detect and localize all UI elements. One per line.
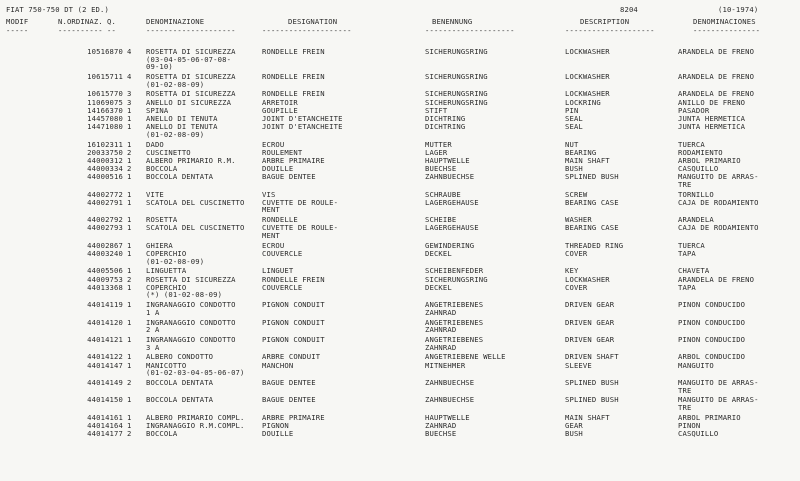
quantity: 4 <box>127 72 132 81</box>
part-number: 44002791 <box>87 197 123 207</box>
quantity: 3 <box>127 97 132 107</box>
quantity: 1 <box>127 139 132 149</box>
denominacion-es: TUERCA <box>678 139 705 149</box>
description-en: DRIVEN GEAR <box>565 317 615 327</box>
quantity: 1 <box>127 249 132 259</box>
denominacion-es: PINON <box>678 420 701 430</box>
denominacion-es: CASQUILLO <box>678 164 719 174</box>
designation-fr: GOUPILLE <box>262 105 298 115</box>
denominazione-it: COPERCHIO (*) (01-02-08-09) <box>146 282 223 300</box>
denominacion-es: JUNTA HERMETICA <box>678 113 746 123</box>
benennung-de: HAUPTWELLE <box>425 412 470 422</box>
col-nordinaz: N.ORDINAZ. <box>58 17 103 26</box>
underline-designation: -------------------- <box>262 26 352 35</box>
description-en: WASHER <box>565 215 592 225</box>
description-en: BUSH <box>565 429 583 439</box>
description-en: COVER <box>565 282 588 292</box>
description-en: KEY <box>565 266 579 276</box>
table-row <box>0 73 800 90</box>
col-denominazione: DENOMINAZIONE <box>146 17 205 26</box>
part-number: 16102311 <box>87 139 123 149</box>
benennung-de: SCHEIBE <box>425 215 457 225</box>
part-number: 44014150 <box>87 395 123 405</box>
table-row <box>0 199 800 216</box>
description-en: SPLINED BUSH <box>565 377 619 387</box>
part-number: 44014120 <box>87 317 123 327</box>
part-number: 44014177 <box>87 429 123 439</box>
denominazione-it: GHIERA <box>146 240 173 250</box>
designation-fr: BAGUE DENTEE <box>262 172 316 182</box>
denominacion-es: ARBOL PRIMARIO <box>678 412 741 422</box>
benennung-de: SICHERUNGSRING <box>425 274 488 284</box>
denominazione-it: INGRANAGGIO R.M.COMPL. <box>146 420 245 430</box>
part-number: 14166370 <box>87 105 123 115</box>
denominazione-it: BOCCOLA DENTATA <box>146 377 214 387</box>
denominacion-es: TUERCA <box>678 240 705 250</box>
benennung-de: SICHERUNGSRING <box>425 72 488 81</box>
designation-fr: BAGUE DENTEE <box>262 377 316 387</box>
table-row <box>0 430 800 438</box>
description-en: DRIVEN SHAFT <box>565 352 619 362</box>
denominacion-es: RODAMIENTO <box>678 147 723 157</box>
denominazione-it: BOCCOLA <box>146 164 178 174</box>
quantity: 1 <box>127 300 132 310</box>
denominazione-it: ALBERO PRIMARIO COMPL. <box>146 412 245 422</box>
denominacion-es: MANGUITO DE ARRAS- TRE <box>678 395 759 412</box>
part-number: 44002867 <box>87 240 123 250</box>
part-number: 14471080 <box>87 122 123 132</box>
table-row <box>0 396 800 413</box>
denominacion-es: ARBOL CONDUCIDO <box>678 352 746 362</box>
col-denominaciones: DENOMINACIONES <box>693 17 756 26</box>
benennung-de: LAGERGEHAUSE <box>425 223 479 233</box>
part-number: 44005506 <box>87 266 123 276</box>
description-en: SPLINED BUSH <box>565 395 619 405</box>
designation-fr: RONDELLE FREIN <box>262 89 325 99</box>
table-row <box>0 173 800 190</box>
quantity: 1 <box>127 223 132 233</box>
denominazione-it: INGRANAGGIO CONDOTTO 2 A <box>146 317 236 335</box>
benennung-de: STIFT <box>425 105 448 115</box>
part-number: 10516870 <box>87 47 123 56</box>
underline-description: -------------------- <box>565 26 655 35</box>
quantity: 1 <box>127 155 132 165</box>
underline-denominazione: -------------------- <box>146 26 236 35</box>
part-number: 10615711 <box>87 72 123 81</box>
quantity: 2 <box>127 274 132 284</box>
designation-fr: RONDELLE <box>262 215 298 225</box>
denominazione-it: INGRANAGGIO CONDOTTO 1 A <box>146 300 236 317</box>
edition-date: (10-1974) <box>718 5 759 14</box>
designation-fr: PIGNON CONDUIT <box>262 317 325 327</box>
parts-table <box>0 48 800 438</box>
underline-benennung: -------------------- <box>425 26 515 35</box>
benennung-de: DICHTRING <box>425 122 466 132</box>
designation-fr: BAGUE DENTEE <box>262 395 316 405</box>
quantity: 1 <box>127 105 132 115</box>
designation-fr: ROULEMENT <box>262 147 303 157</box>
description-en: LOCKWASHER <box>565 72 610 81</box>
description-en: MAIN SHAFT <box>565 412 610 422</box>
designation-fr: PIGNON <box>262 420 289 430</box>
denominazione-it: ROSETTA DI SICUREZZA (03-04-05-06-07-08- 09-10) <box>146 47 236 72</box>
denominacion-es: MANGUITO DE ARRAS- TRE <box>678 377 759 395</box>
denominazione-it: CUSCINETTO <box>146 147 191 157</box>
description-en: BEARING <box>565 147 597 157</box>
benennung-de: BUECHSE <box>425 429 457 439</box>
column-headers <box>0 18 800 27</box>
description-en: BEARING CASE <box>565 223 619 233</box>
quantity: 1 <box>127 412 132 422</box>
page-header <box>6 6 794 15</box>
description-en: DRIVEN GEAR <box>565 300 615 310</box>
part-number: 20033750 <box>87 147 123 157</box>
denominazione-it: ROSETTA DI SICUREZZA (01-02-08-09) <box>146 72 236 89</box>
benennung-de: ZAHNBUECHSE <box>425 377 475 387</box>
denominazione-it: ROSETTA <box>146 215 178 225</box>
benennung-de: ANGETRIEBENES ZAHNRAD <box>425 334 484 352</box>
col-description: DESCRIPTION <box>580 17 630 26</box>
part-number: 44000312 <box>87 155 123 165</box>
quantity: 1 <box>127 282 132 292</box>
denominacion-es: MANGUITO <box>678 360 714 370</box>
benennung-de: ANGETRIEBENES ZAHNRAD <box>425 317 484 335</box>
denominazione-it: COPERCHIO (01-02-08-09) <box>146 249 205 266</box>
denominacion-es: ARANDELA DE FRENO <box>678 47 755 56</box>
denominazione-it: MANICOTTO (01-02-03-04-05-06-07) <box>146 360 245 378</box>
denominacion-es: MANGUITO DE ARRAS- TRE <box>678 172 759 189</box>
denominazione-it: ROSETTA DI SICUREZZA <box>146 89 236 99</box>
benennung-de: MITNEHMER <box>425 360 466 370</box>
denominacion-es: JUNTA HERMETICA <box>678 122 746 132</box>
denominazione-it: ANELLO DI TENUTA <box>146 113 218 123</box>
description-en: BUSH <box>565 164 583 174</box>
quantity: 1 <box>127 420 132 430</box>
table-row <box>0 123 800 140</box>
part-number: 44002792 <box>87 215 123 225</box>
quantity: 1 <box>127 113 132 123</box>
description-en: THREADED RING <box>565 240 624 250</box>
benennung-de: BUECHSE <box>425 164 457 174</box>
benennung-de: ZAHNBUECHSE <box>425 395 475 405</box>
quantity: 3 <box>127 89 132 99</box>
table-row <box>0 250 800 267</box>
benennung-de: SICHERUNGSRING <box>425 89 488 99</box>
benennung-de: MUTTER <box>425 139 452 149</box>
part-number: 44013368 <box>87 282 123 292</box>
denominacion-es: TORNILLO <box>678 189 714 199</box>
designation-fr: MANCHON <box>262 360 294 370</box>
description-en: LOCKWASHER <box>565 89 610 99</box>
denominacion-es: PINON CONDUCIDO <box>678 300 746 310</box>
designation-fr: JOINT D'ETANCHEITE <box>262 113 343 123</box>
underline-modif: ----- <box>6 26 29 35</box>
designation-fr: LINGUET <box>262 266 294 276</box>
quantity: 2 <box>127 147 132 157</box>
col-modif: MODIF <box>6 17 29 26</box>
designation-fr: COUVERCLE <box>262 249 303 259</box>
denominacion-es: TAPA <box>678 249 696 259</box>
denominacion-es: ARANDELA DE FRENO <box>678 72 755 81</box>
table-row <box>0 362 800 379</box>
designation-fr: RONDELLE FREIN <box>262 47 325 56</box>
benennung-de: LAGER <box>425 147 448 157</box>
denominazione-it: LINGUETTA <box>146 266 187 276</box>
part-number: 44002772 <box>87 189 123 199</box>
denominazione-it: ALBERO PRIMARIO R.M. <box>146 155 236 165</box>
table-row <box>0 319 800 336</box>
designation-fr: JOINT D'ETANCHEITE <box>262 122 343 132</box>
description-en: SCREW <box>565 189 588 199</box>
part-number: 44014119 <box>87 300 123 310</box>
designation-fr: DOUILLE <box>262 429 294 439</box>
designation-fr: RONDELLE FREIN <box>262 274 325 284</box>
benennung-de: SCHRAUBE <box>425 189 461 199</box>
underline-denominaciones: --------------- <box>693 26 761 35</box>
part-number: 44009753 <box>87 274 123 284</box>
denominacion-es: ARANDELA DE FRENO <box>678 274 755 284</box>
part-number: 44014164 <box>87 420 123 430</box>
benennung-de: ZAHNRAD <box>425 420 457 430</box>
underline-nordinaz: ---------- <box>58 26 103 35</box>
denominacion-es: PINON CONDUCIDO <box>678 317 746 327</box>
benennung-de: ANGETRIEBENES ZAHNRAD <box>425 300 484 317</box>
benennung-de: DECKEL <box>425 282 452 292</box>
quantity: 4 <box>127 47 132 56</box>
table-row <box>0 301 800 318</box>
part-number: 14457080 <box>87 113 123 123</box>
denominacion-es: PINON CONDUCIDO <box>678 334 746 344</box>
quantity: 1 <box>127 352 132 362</box>
benennung-de: LAGERGEHAUSE <box>425 197 479 207</box>
benennung-de: ZAHNBUECHSE <box>425 172 475 182</box>
catalog-title: FIAT 750-750 DT (2 ED.) <box>6 5 109 14</box>
part-number: 44000334 <box>87 164 123 174</box>
part-number: 44014122 <box>87 352 123 362</box>
denominacion-es: ARANDELA <box>678 215 714 225</box>
quantity: 2 <box>127 429 132 439</box>
underline-q: -- <box>107 26 116 35</box>
quantity: 2 <box>127 164 132 174</box>
table-row <box>0 336 800 353</box>
page-number: 8204 <box>620 5 638 14</box>
quantity: 1 <box>127 360 132 370</box>
col-q: Q. <box>107 17 116 26</box>
table-row <box>0 284 800 301</box>
designation-fr: ECROU <box>262 240 285 250</box>
denominazione-it: SCATOLA DEL CUSCINETTO <box>146 223 245 233</box>
description-en: BEARING CASE <box>565 197 619 207</box>
description-en: NUT <box>565 139 579 149</box>
denominacion-es: CASQUILLO <box>678 429 719 439</box>
denominazione-it: ALBERO CONDOTTO <box>146 352 214 362</box>
designation-fr: PIGNON CONDUIT <box>262 300 325 310</box>
table-row <box>0 48 800 73</box>
designation-fr: ARRETOIR <box>262 97 298 107</box>
quantity: 1 <box>127 172 132 182</box>
table-row <box>0 224 800 241</box>
quantity: 1 <box>127 266 132 276</box>
benennung-de: ANGETRIEBENE WELLE <box>425 352 506 362</box>
benennung-de: SICHERUNGSRING <box>425 97 488 107</box>
description-en: MAIN SHAFT <box>565 155 610 165</box>
denominazione-it: ANELLO DI TENUTA (01-02-08-09) <box>146 122 218 139</box>
denominazione-it: VITE <box>146 189 164 199</box>
quantity: 1 <box>127 122 132 132</box>
designation-fr: RONDELLE FREIN <box>262 72 325 81</box>
part-number: 44014121 <box>87 334 123 344</box>
designation-fr: CUVETTE DE ROULE- MENT <box>262 197 339 215</box>
denominacion-es: CAJA DE RODAMIENTO <box>678 197 759 207</box>
part-number: 44002793 <box>87 223 123 233</box>
part-number: 11069075 <box>87 97 123 107</box>
designation-fr: VIS <box>262 189 276 199</box>
denominazione-it: SCATOLA DEL CUSCINETTO <box>146 197 245 207</box>
designation-fr: ECROU <box>262 139 285 149</box>
part-number: 44014149 <box>87 377 123 387</box>
col-designation: DESIGNATION <box>288 17 338 26</box>
benennung-de: HAUPTWELLE <box>425 155 470 165</box>
description-en: SPLINED BUSH <box>565 172 619 182</box>
benennung-de: SICHERUNGSRING <box>425 47 488 56</box>
part-number: 44014147 <box>87 360 123 370</box>
quantity: 1 <box>127 240 132 250</box>
part-number: 44003240 <box>87 249 123 259</box>
denominacion-es: CHAVETA <box>678 266 710 276</box>
designation-fr: DOUILLE <box>262 164 294 174</box>
designation-fr: ARBRE CONDUIT <box>262 352 321 362</box>
designation-fr: PIGNON CONDUIT <box>262 334 325 344</box>
benennung-de: SCHEIBENFEDER <box>425 266 484 276</box>
description-en: PIN <box>565 105 579 115</box>
quantity: 1 <box>127 317 132 327</box>
designation-fr: CUVETTE DE ROULE- MENT <box>262 223 339 241</box>
denominacion-es: ARANDELA DE FRENO <box>678 89 755 99</box>
denominacion-es: TAPA <box>678 282 696 292</box>
denominacion-es: PASADOR <box>678 105 710 115</box>
part-number: 44000516 <box>87 172 123 182</box>
benennung-de: DECKEL <box>425 249 452 259</box>
denominazione-it: BOCCOLA DENTATA <box>146 172 214 182</box>
denominazione-it: BOCCOLA DENTATA <box>146 395 214 405</box>
benennung-de: GEWINDERING <box>425 240 475 250</box>
denominazione-it: SPINA <box>146 105 169 115</box>
description-en: LOCKWASHER <box>565 274 610 284</box>
quantity: 1 <box>127 197 132 207</box>
description-en: SEAL <box>565 113 583 123</box>
description-en: DRIVEN GEAR <box>565 334 615 344</box>
description-en: SLEEVE <box>565 360 592 370</box>
table-row <box>0 379 800 396</box>
quantity: 1 <box>127 215 132 225</box>
denominacion-es: ARBOL PRIMARIO <box>678 155 741 165</box>
quantity: 2 <box>127 377 132 387</box>
quantity: 1 <box>127 189 132 199</box>
description-en: LOCKWASHER <box>565 47 610 56</box>
benennung-de: DICHTRING <box>425 113 466 123</box>
column-underlines <box>0 27 800 35</box>
quantity: 1 <box>127 334 132 344</box>
denominazione-it: ANELLO DI SICUREZZA <box>146 97 232 107</box>
description-en: GEAR <box>565 420 583 430</box>
denominazione-it: ROSETTA DI SICUREZZA <box>146 274 236 284</box>
denominacion-es: ANILLO DE FRENO <box>678 97 746 107</box>
col-benennung: BENENNUNG <box>432 17 473 26</box>
description-en: LOCKRING <box>565 97 601 107</box>
part-number: 44014161 <box>87 412 123 422</box>
quantity: 1 <box>127 395 132 405</box>
part-number: 10615770 <box>87 89 123 99</box>
description-en: SEAL <box>565 122 583 132</box>
denominazione-it: INGRANAGGIO CONDOTTO 3 A <box>146 334 236 352</box>
designation-fr: ARBRE PRIMAIRE <box>262 412 325 422</box>
description-en: COVER <box>565 249 588 259</box>
denominazione-it: BOCCOLA <box>146 429 178 439</box>
denominazione-it: DADO <box>146 139 164 149</box>
denominacion-es: CAJA DE RODAMIENTO <box>678 223 759 233</box>
designation-fr: ARBRE PRIMAIRE <box>262 155 325 165</box>
designation-fr: COUVERCLE <box>262 282 303 292</box>
